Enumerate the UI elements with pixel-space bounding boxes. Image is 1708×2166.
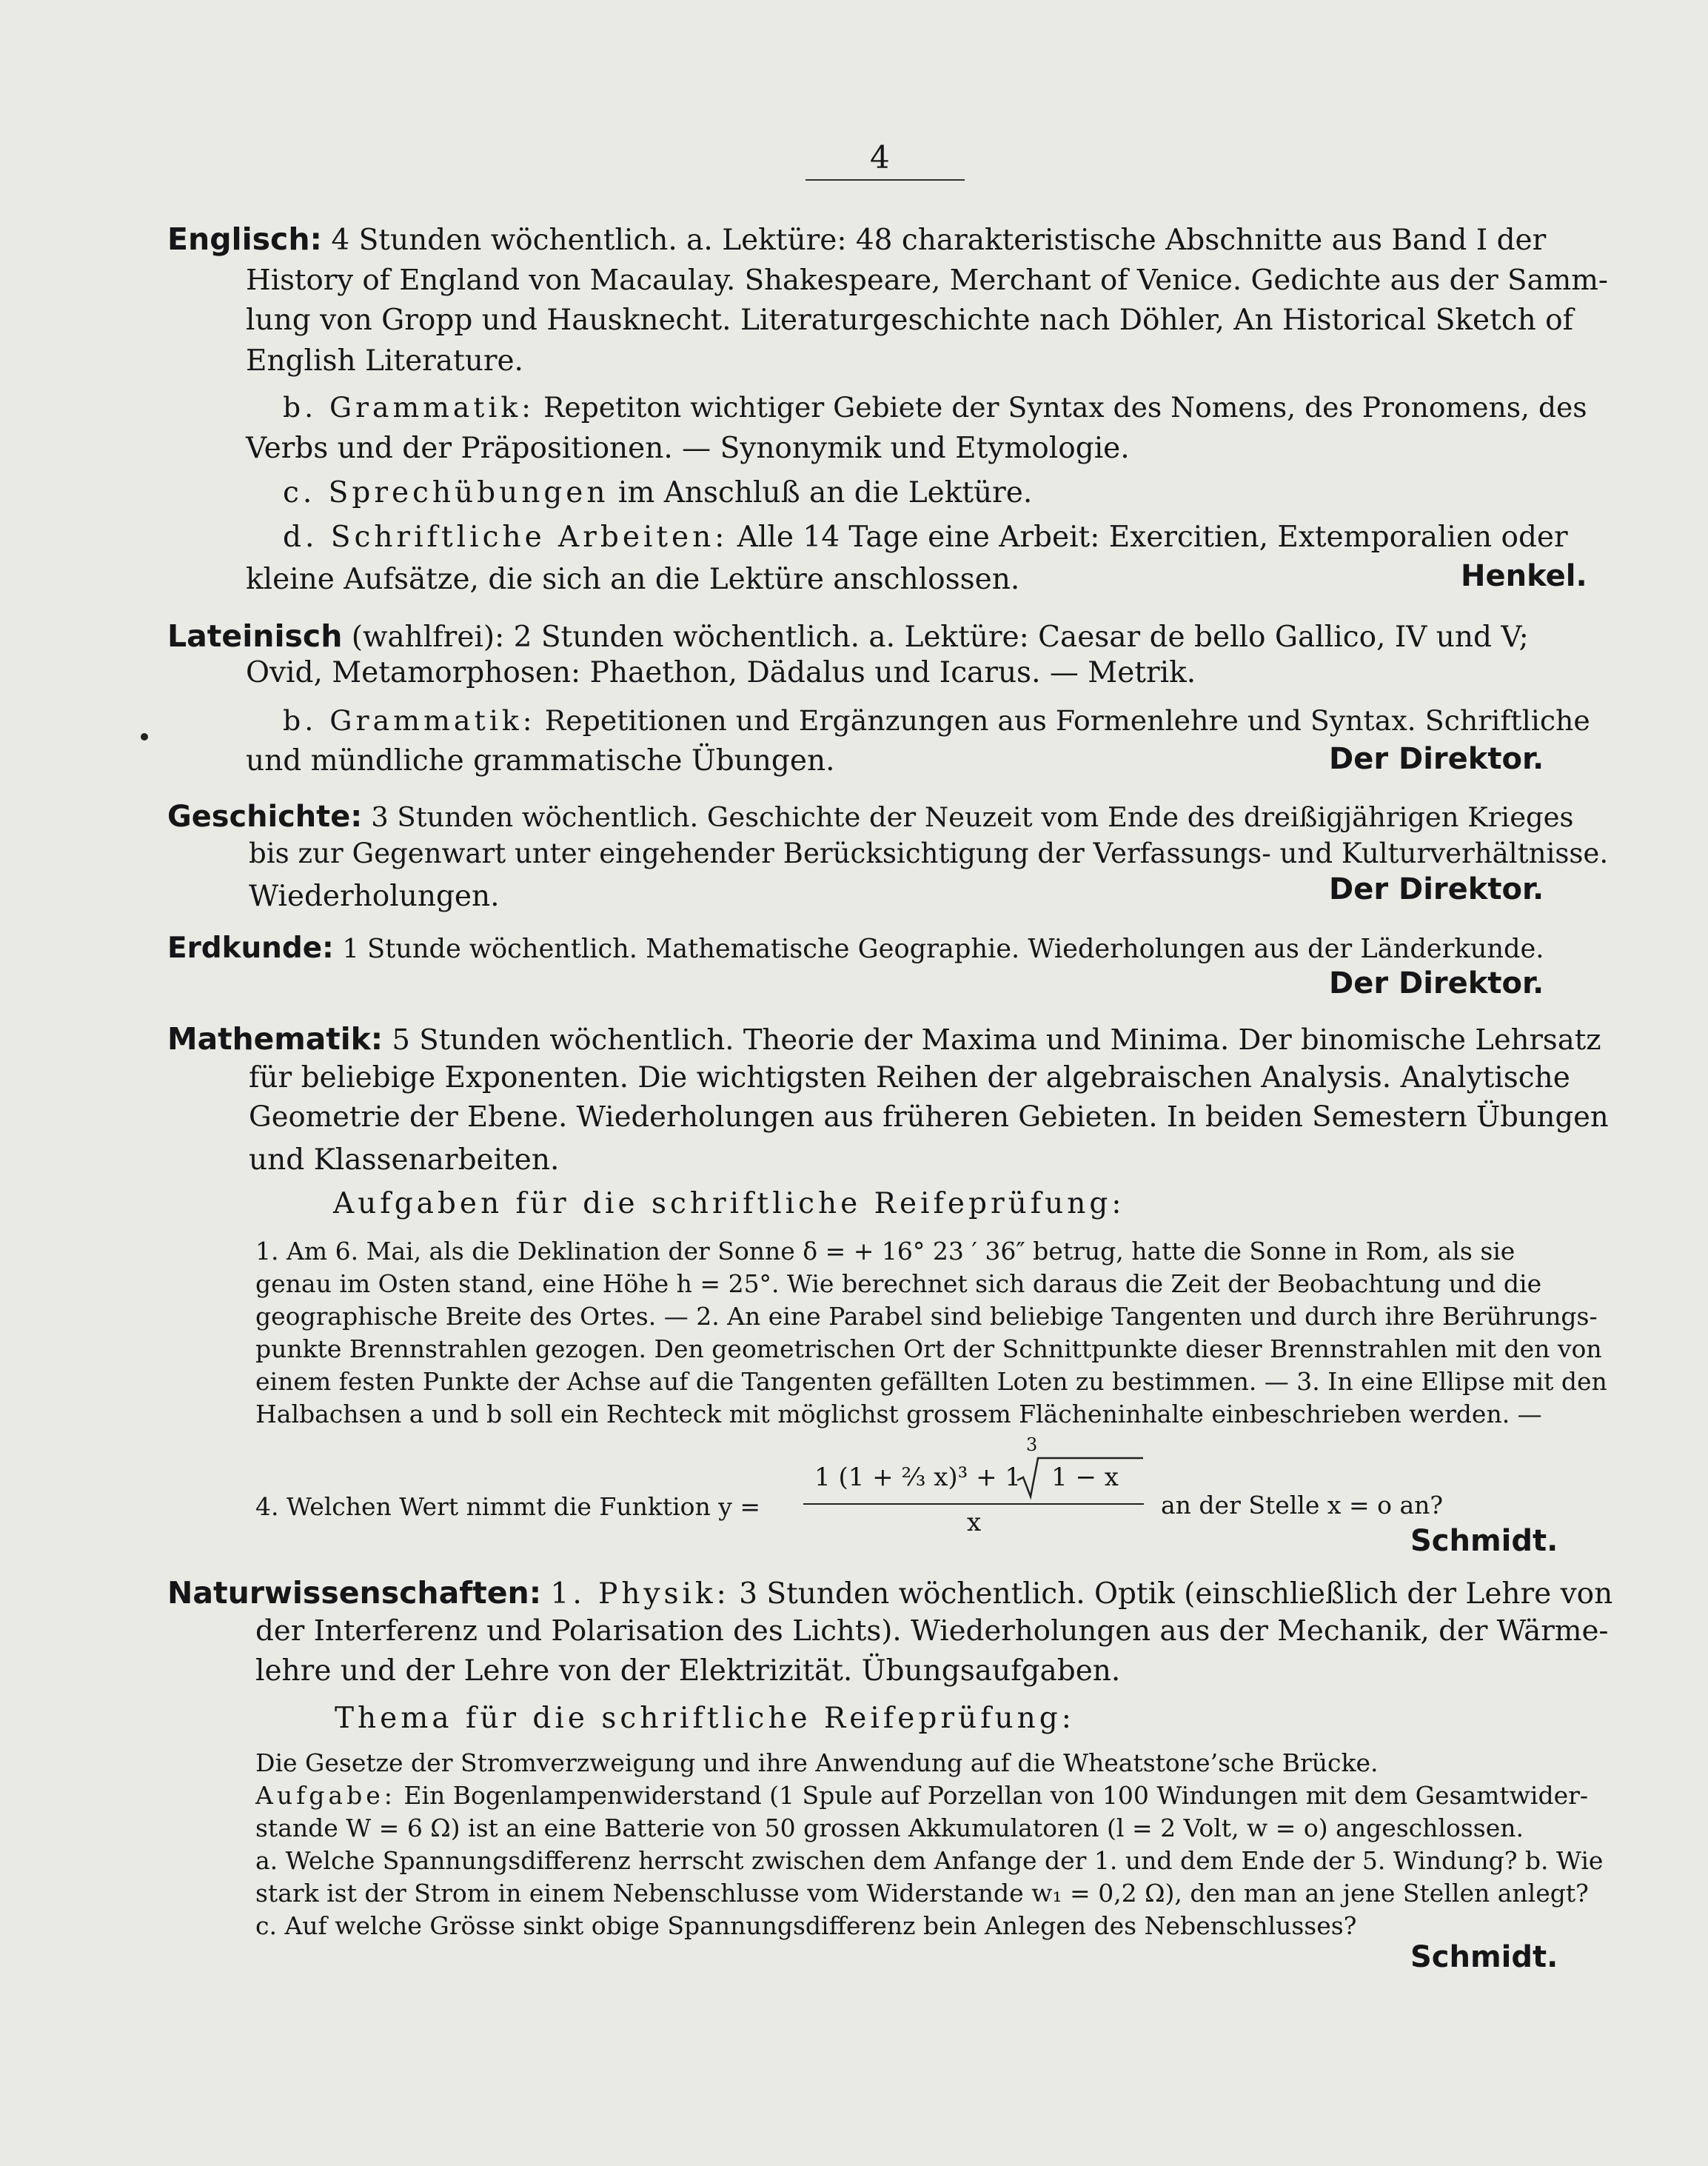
englisch-line-2: History of England von Macaulay. Shakespeare, Merchant of Venice. Gedichte aus der Samm-: [246, 264, 1608, 297]
mathematik-heading: Mathematik:: [167, 1021, 384, 1057]
natur-text-1: 3 Stunden wöchentlich. Optik (einschließlich der Lehre von: [739, 1577, 1613, 1611]
latein-grammatik-line-2: und mündliche grammatische Übungen.: [246, 744, 835, 778]
natur-aufgabe-line-4: stark ist der Strom in einem Nebenschlusse vom Widerstande w₁ = 0,2 Ω), den man an jene Stellen anlegt?: [255, 1879, 1589, 1908]
englisch-schriftlich-text-1: Alle 14 Tage eine Arbeit: Exercitien, Extemporalien oder: [737, 521, 1568, 554]
latein-signature: Der Direktor.: [1329, 742, 1544, 776]
geschichte-line-3: Wiederholungen.: [249, 880, 500, 913]
englisch-schriftlich-line-2: kleine Aufsätze, die sich an die Lektüre anschlossen.: [246, 563, 1020, 596]
natur-aufgabe-line-3: a. Welche Spannungsdifferenz herrscht zwischen dem Anfange der 1. und dem Ende der 5. Windung? b. Wie: [255, 1846, 1604, 1875]
natur-signature: Schmidt.: [1410, 1940, 1558, 1974]
erdkunde-signature: Der Direktor.: [1329, 966, 1544, 1000]
mathematik-aufgabe-line-1: 1. Am 6. Mai, als die Deklination der Sonne δ = + 16° 23 ′ 36″ betrug, hatte die Sonne in Rom, als sie: [255, 1237, 1516, 1266]
englisch-grammatik-text-1: Repetiton wichtiger Gebiete der Syntax des Nomens, des Pronomens, des: [543, 391, 1587, 424]
mathematik-line-2: für beliebige Exponenten. Die wichtigsten Reihen der algebraischen Analysis. Analytische: [249, 1061, 1570, 1094]
latein-grammatik-line-1: [283, 703, 1590, 738]
englisch-schriftlich-line-1: [283, 521, 1568, 555]
erdkunde-heading: Erdkunde:: [167, 932, 334, 965]
natur-line-2: der Interferenz und Polarisation des Lichts). Wiederholungen aus der Mechanik, der Wärme-: [255, 1614, 1609, 1648]
englisch-text-1: 4 Stunden wöchentlich. a. Lektüre: 48 charakteristische Abschnitte aus Band I der: [331, 224, 1547, 257]
natur-aufgabe-line-5: c. Auf welche Grösse sinkt obige Spannungsdifferenz bein Anlegen des Nebenschlusses?: [255, 1911, 1357, 1940]
natur-line-1: [167, 1576, 1612, 1611]
englisch-line-4: English Literature.: [246, 344, 523, 378]
latein-heading: Lateinisch: [167, 618, 343, 654]
englisch-heading: Englisch:: [167, 221, 322, 257]
formula-denominator: x: [967, 1508, 982, 1537]
erdkunde-line-1: [167, 932, 1544, 966]
mathematik-aufgabe-4-suffix: an der Stelle x = o an?: [1161, 1491, 1444, 1520]
mathematik-text-1: 5 Stunden wöchentlich. Theorie der Maxima und Minima. Der binomische Lehrsatz: [392, 1023, 1601, 1057]
mathematik-aufgabe-line-3: geographische Breite des Ortes. — 2. An eine Parabel sind beliebige Tangenten und durch ihre Berührungs-: [255, 1302, 1598, 1331]
formula-root-radicand: 1 − x: [1051, 1463, 1119, 1492]
mathematik-signature: Schmidt.: [1410, 1524, 1558, 1558]
natur-heading: Naturwissenschaften:: [167, 1575, 542, 1611]
englisch-schriftlich-label: d. Schriftliche Arbeiten:: [283, 521, 729, 554]
mathematik-aufgabe-line-5: einem festen Punkte der Achse auf die Tangenten gefällten Loten zu bestimmen. — 3. In eine Ellipse mit den: [255, 1367, 1607, 1396]
geschichte-line-2: bis zur Gegenwart unter eingehender Berücksichtigung der Verfassungs- und Kulturverhältnisse.: [249, 838, 1609, 869]
latein-line-2: Ovid, Metamorphosen: Phaethon, Dädalus und Icarus. — Metrik.: [246, 656, 1196, 689]
mathematik-aufgabe-line-2: genau im Osten stand, eine Höhe h = 25°. Wie berechnet sich daraus die Zeit der Beobachtung und die: [255, 1269, 1542, 1298]
margin-dot: [141, 733, 148, 741]
englisch-grammatik-line-1: [283, 390, 1587, 425]
mathematik-aufgabe-line-6: Halbachsen a und b soll ein Rechteck mit möglichst grossem Flächeninhalte einbeschrieben werden. —: [255, 1400, 1542, 1428]
page-number: 4: [870, 139, 890, 176]
englisch-sprech-line: [283, 476, 1032, 510]
mathematik-line-4: und Klassenarbeiten.: [249, 1143, 560, 1177]
natur-aufgabe-line-1: [255, 1779, 1588, 1813]
natur-thema-line-1: Die Gesetze der Stromverzweigung und ihre Anwendung auf die Wheatstone’sche Brücke.: [255, 1748, 1379, 1777]
geschichte-heading: Geschichte:: [167, 800, 363, 834]
mathematik-line-1: [167, 1022, 1601, 1057]
englisch-grammatik-label: b. Grammatik:: [283, 391, 535, 424]
natur-aufgabe-line-2: stande W = 6 Ω) ist an eine Batterie von 50 grossen Akkumulatoren (l = 2 Volt, w = o) angeschlossen.: [255, 1814, 1524, 1842]
natur-aufgabe-text-1: Ein Bogenlampenwiderstand (1 Spule auf Porzellan von 100 Windungen mit dem Gesamtwider-: [403, 1781, 1589, 1810]
page-number-rule: [806, 179, 965, 181]
latein-text-1: (wahlfrei): 2 Stunden wöchentlich. a. Lektüre: Caesar de bello Gallico, IV und V;: [351, 621, 1529, 654]
geschichte-text-1: 3 Stunden wöchentlich. Geschichte der Neuzeit vom Ende des dreißigjährigen Krieges: [371, 801, 1574, 833]
formula-root-index: 3: [1026, 1434, 1038, 1455]
mathematik-aufgabe-4-prefix: 4. Welchen Wert nimmt die Funktion y =: [255, 1492, 761, 1521]
mathematik-aufgaben-heading: Aufgaben für die schriftliche Reifeprüfung:: [333, 1187, 1125, 1220]
mathematik-aufgabe-line-4: punkte Brennstrahlen gezogen. Den geometrischen Ort der Schnittpunkte dieser Brennstrahlen mit den von: [255, 1334, 1602, 1363]
englisch-line-3: lung von Gropp und Hausknecht. Literaturgeschichte nach Döhler, An Historical Sketch of: [246, 304, 1574, 337]
latein-grammatik-text-1: Repetitionen und Ergänzungen aus Formenlehre und Syntax. Schriftliche: [544, 704, 1590, 737]
englisch-sprech-label: c. Sprechübungen: [283, 476, 609, 509]
englisch-signature: Henkel.: [1461, 559, 1587, 593]
englisch-sprech-text: im Anschluß an die Lektüre.: [617, 476, 1033, 509]
formula-numerator: 1 (1 + ⅔ x)³ + 1: [814, 1463, 1022, 1492]
natur-line-3: lehre und der Lehre von der Elektrizität. Übungsaufgaben.: [255, 1654, 1121, 1688]
natur-aufgabe-label: Aufgabe:: [255, 1781, 396, 1810]
latein-line-1: [167, 619, 1529, 655]
mathematik-line-3: Geometrie der Ebene. Wiederholungen aus früheren Gebieten. In beiden Semestern Übungen: [249, 1100, 1609, 1134]
natur-thema-heading: Thema für die schriftliche Reifeprüfung:: [335, 1702, 1075, 1735]
geschichte-signature: Der Direktor.: [1329, 872, 1544, 906]
englisch-grammatik-line-2: Verbs und der Präpositionen. — Synonymik und Etymologie.: [246, 432, 1130, 465]
natur-physik-label: 1. Physik:: [550, 1577, 730, 1611]
formula-fraction-bar: [803, 1503, 1144, 1505]
erdkunde-text-1: 1 Stunde wöchentlich. Mathematische Geographie. Wiederholungen aus der Länderkunde.: [342, 934, 1544, 964]
englisch-line-1: [167, 222, 1546, 258]
geschichte-line-1: [167, 800, 1573, 835]
latein-grammatik-label: b. Grammatik:: [283, 704, 536, 737]
